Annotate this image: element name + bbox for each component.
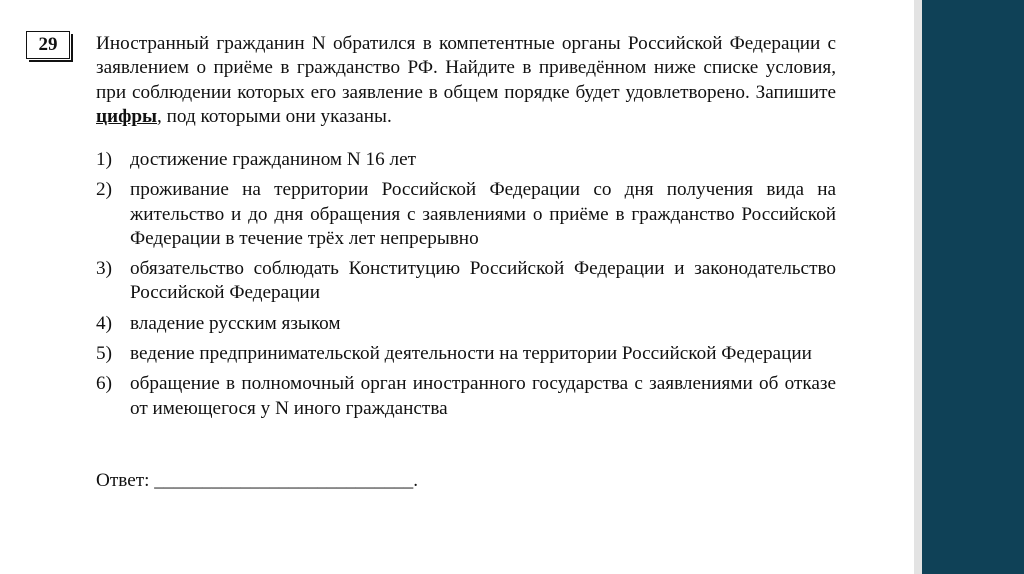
task-number-box: 29 [26,31,70,59]
option-item [96,148,836,172]
option-text: ведение предпринимательской деятельности на территории Российской Федерации [130,343,812,365]
option-item [96,372,836,421]
panel-divider [914,0,922,574]
options-list [96,148,836,427]
option-number: 1) [96,149,112,170]
question-text [96,32,836,129]
option-text: проживание на территории Российской Федерации со дня получения вида на жительство и до дня обращения с заявлениями о приёме в гражданство Российской Федерации в течение трёх лет непрерывно [130,179,836,249]
answer-line: Ответ: ___________________________. [96,470,419,491]
option-number: 2) [96,179,112,201]
option-number: 3) [96,258,112,280]
option-number: 6) [96,373,112,395]
option-number: 5) [96,343,112,365]
question-text-end: , под которыми они указаны. [157,105,392,127]
option-text: владение русским языком [130,312,341,334]
option-item [96,257,836,306]
option-text: обязательство соблюдать Конституцию Российской Федерации и законодательство Российской Федерации [130,258,836,304]
option-item [96,342,836,366]
question-text-start: Иностранный гражданин N обратился в компетентные органы Российской Федерации с заявлением о приёме в гражданство РФ. Найдите в приведённом ниже списке условия, при соблюдении которых его заявление в общем порядке будет удовлетворено. Запишите [96,33,836,103]
side-panel [922,0,1024,574]
option-text: достижение гражданином N 16 лет [130,149,416,170]
question-emphasis: цифры [96,105,158,127]
option-item [96,178,836,251]
option-number: 4) [96,312,112,334]
option-text: обращение в полномочный орган иностранного государства с заявлениями об отказе от имеющегося у N иного гражданства [130,373,836,419]
option-item [96,312,836,336]
